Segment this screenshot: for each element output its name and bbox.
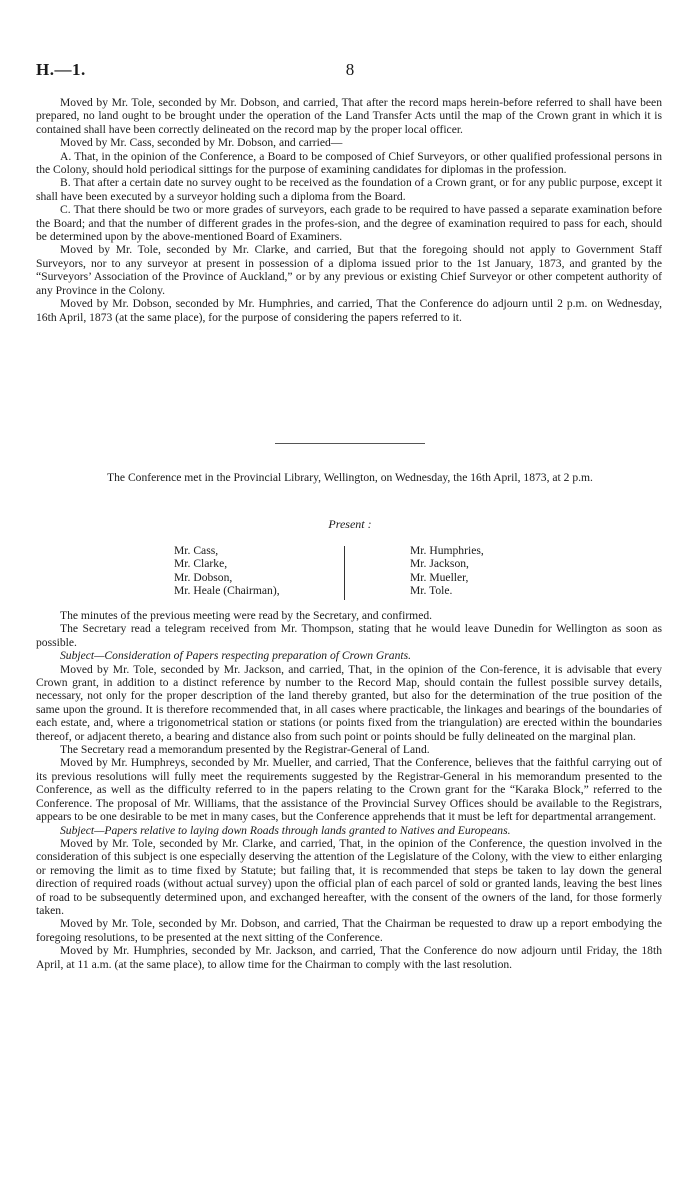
paragraph-roads-resolution: Moved by Mr. Tole, seconded by Mr. Clarke, and carried, That, in the opinion of the Conference, the question involved in the consideration of this subject is one especially deserving the attention of the Legislature of the Colony, with the view to either enlarging or removing the limit as to time fixed by Statute; but failing that, it is recommended that steps be taken to lay down the general direction of required roads (without actual survey) upon the official plan of each parcel of sold or granted lands, leaving the best lines of road to be subsequently determined upon, and exchanged hereafter, with the consent of the owners of the land, for those formerly taken. xyxy=(36,836,662,917)
section-divider xyxy=(275,443,425,444)
attendees-list xyxy=(174,544,534,602)
paragraph-report-motion: Moved by Mr. Tole, seconded by Mr. Dobson, and carried, That the Chairman be requested to draw up a report embodying the foregoing resolutions, to be presented at the next sitting of the Conference. xyxy=(36,917,662,944)
meeting-minutes-section xyxy=(36,609,662,971)
previous-minutes-section xyxy=(36,96,662,324)
subject-roads: Subject—Papers relative to laying down Roads through lands granted to Natives and Europeans. xyxy=(60,823,511,837)
subject-crown-grants: Subject—Consideration of Papers respecting preparation of Crown Grants. xyxy=(60,649,412,663)
paragraph-registrar-resolution: Moved by Mr. Humphreys, seconded by Mr. Mueller, and carried, That the Conference, believes that the faithful carrying out of its previous resolutions will fully meet the requirements suggested by the Registrar-General in his memorandum presented to the Conference, as well as the difficulty referred to in the papers relating to the Crown grant for the “Karaka Block,” referred to the Conference. The proposal of Mr. Williams, that the assistance of the Provincial Survey Offices should be available to the Registrars, appears to be one desirable to be met in many cases, but the Conference apprehends that it must be left for departmental arrangement. xyxy=(36,756,662,824)
paragraph-adjourn-friday: Moved by Mr. Humphries, seconded by Mr. Jackson, and carried, That the Conference do now adjourn until Friday, the 18th April, at 11 a.m. (at the same place), to allow time for the Chairman to comply with the last resolution. xyxy=(36,944,662,971)
paragraph-tole-clarke-motion: Moved by Mr. Tole, seconded by Mr. Clarke, and carried, But that the foregoing should not apply to Government Staff Surveyors, nor to any surveyor at present in possession of a diploma issued prior to the 1st January, 1873, and granted by the “Surveyors’ Association of the Province of Auckland,” or by any previous or existing Chief Surveyor or other competent authority of any Province in the Colony. xyxy=(36,243,662,297)
attendee: Mr. Tole. xyxy=(410,584,453,598)
present-label: Present : xyxy=(328,517,372,531)
paragraph-resolution-a: A. That, in the opinion of the Conference, a Board to be composed of Chief Surveyors, or other qualified professional persons in the Colony, should hold periodical sittings for the purpose of examining candidates for diplomas in the profession. xyxy=(36,149,662,177)
attendee: Mr. Humphries, xyxy=(410,544,484,557)
paragraph-resolution-b: B. That after a certain date no survey ought to be received as the foundation of a Crown grant, or for any public purpose, except it shall have been executed by a surveyor holding such a diploma from the Board. xyxy=(36,176,662,203)
attendee: Mr. Dobson, xyxy=(174,570,233,584)
paragraph-crown-grant-resolution: Moved by Mr. Tole, seconded by Mr. Jackson, and carried, That, in the opinion of the Con-ference, it is advisable that every Crown grant, in addition to a distinct reference by number to the Record Map, should contain the fullest possible survey details, necessary, not only for the proper description of the land thereby granted, but also for the determination of the true position of the same upon the ground. It is therefore recommended that, in all cases where practicable, the linkages and bearings of the boundaries of each estate, and, where a trigonometrical station or stations (or points fixed from the triangulation) are erected within the boundaries thereof, or adjacent thereto, a bearing and distance also from such point or points should be fully delineated on the marginal plan. xyxy=(36,662,662,743)
document-reference: H.—1. xyxy=(36,60,86,79)
attendee: Mr. Cass, xyxy=(174,544,219,557)
paragraph-memorandum: The Secretary read a memorandum presented by the Registrar-General of Land. xyxy=(60,743,430,757)
attendee: Mr. Heale (Chairman), xyxy=(174,584,280,598)
paragraph-record-maps: Moved by Mr. Tole, seconded by Mr. Dobson, and carried, That after the record maps herein-before referred to shall have been prepared, no land ought to be brought under the operation of the Land Transfer Acts until the map of the Crown grant in which it is contained shall have been correctly delineated on the record map by the proper local officer. xyxy=(36,96,662,136)
meeting-heading: The Conference met in the Provincial Library, Wellington, on Wednesday, the 16th April, 1873, at 2 p.m. xyxy=(107,471,593,484)
attendees-right-column xyxy=(410,544,484,598)
paragraph-adjourn-motion: Moved by Mr. Dobson, seconded by Mr. Humphries, and carried, That the Conference do adjourn until 2 p.m. on Wednesday, 16th April, 1873 (at the same place), for the purpose of considering the papers referred to it. xyxy=(36,297,662,324)
paragraph-cass-motion: Moved by Mr. Cass, seconded by Mr. Dobson, and carried— xyxy=(60,136,343,150)
paragraph-resolution-c: C. That there should be two or more grades of surveyors, each grade to be required to have passed a separate examination before the Board; and that the number of different grades in the profes-sion, and the degree of examination required to pass for each, should be determined upon by the above-mentioned Board of Examiners. xyxy=(36,203,662,244)
attendee: Mr. Mueller, xyxy=(410,570,469,584)
paragraph-minutes-confirmed: The minutes of the previous meeting were read by the Secretary, and confirmed. xyxy=(60,609,433,622)
attendee: Mr. Clarke, xyxy=(174,557,228,571)
page-header xyxy=(36,60,664,84)
attendees-left-column xyxy=(174,544,280,598)
attendee: Mr. Jackson, xyxy=(410,557,469,571)
paragraph-telegram: The Secretary read a telegram received from Mr. Thompson, stating that he would leave Dunedin for Wellington as soon as possible. xyxy=(36,622,662,649)
page-number: 8 xyxy=(345,60,355,79)
attendees-divider xyxy=(344,546,345,600)
